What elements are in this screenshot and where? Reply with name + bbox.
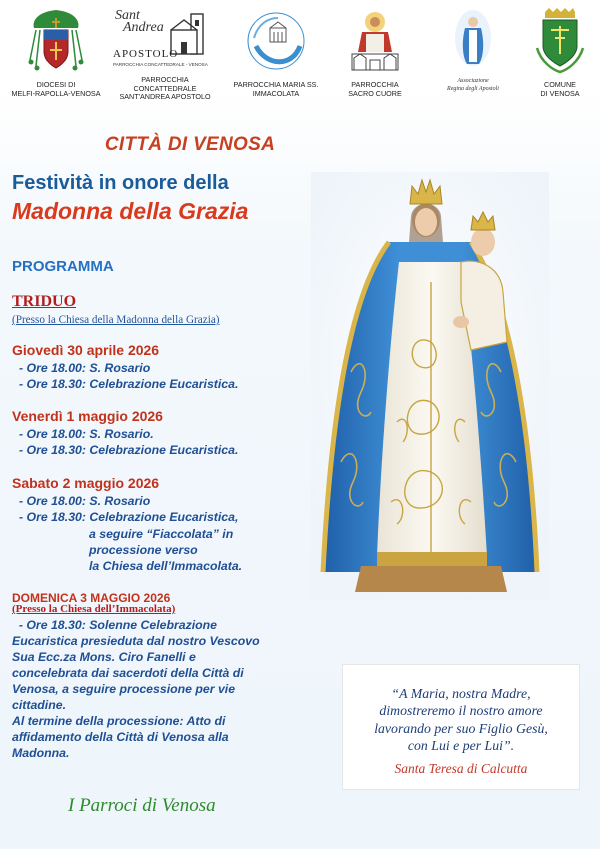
day-item: - Ore 18.30: Celebrazione Eucaristica, — [19, 510, 239, 524]
domenica-line: concelebrata dai sacerdoti della Città di — [12, 666, 244, 680]
domenica-line: Madonna. — [12, 746, 70, 760]
day-title: Venerdì 1 maggio 2026 — [12, 408, 163, 424]
logo-artwork-text: PARROCCHIA CONCATTEDRALE - VENOSA — [113, 62, 208, 67]
city-title: CITTÀ DI VENOSA — [104, 134, 276, 155]
domenica-line: Eucaristica presieduta dal nostro Vescovo — [12, 634, 260, 648]
header-logos — [0, 8, 600, 120]
logo-sacro-cuore — [330, 8, 420, 98]
day-item: - Ore 18.00: S. Rosario. — [19, 427, 154, 441]
logo-artwork-text: Andrea — [123, 20, 164, 35]
logo-caption-line: PARROCCHIA MARIA SS. — [233, 80, 319, 89]
logo-caption-line: DI VENOSA — [540, 88, 580, 98]
day-title: Giovedì 30 aprile 2026 — [12, 342, 160, 358]
domenica-title: DOMENICA 3 MAGGIO 2026 — [12, 591, 171, 605]
festivity-title-line2: Madonna della Grazia — [12, 198, 249, 224]
venosa-coat-of-arms-icon — [535, 8, 585, 74]
logo-associazione — [430, 8, 516, 93]
domenica-line: affidamento della Città di Venosa alla — [12, 730, 229, 744]
logo-artwork-text: Sant — [115, 8, 140, 23]
domenica-line: Venosa, a seguire processione per vie — [12, 682, 236, 696]
logo-sant-andrea — [110, 8, 220, 102]
triduo-heading: TRIDUO — [12, 293, 77, 310]
triduo-location: (Presso la Chiesa della Madonna della Grazia) — [12, 314, 220, 326]
logo-caption-line: CONCATTEDRALE — [133, 83, 197, 93]
day-title: Sabato 2 maggio 2026 — [12, 475, 160, 491]
madonna-association-icon — [451, 8, 495, 68]
logo-artwork-text: Associazione — [457, 78, 489, 84]
logo-caption-line: PARROCCHIA — [351, 80, 399, 89]
festivity-title-line1: Festività in onore della — [12, 172, 229, 194]
logo-comune — [524, 8, 596, 98]
day-item: - Ore 18.30: Celebrazione Eucaristica. — [19, 443, 239, 457]
day-item: - Ore 18.30: Celebrazione Eucaristica. — [19, 377, 239, 391]
signature-parroci: I Parroci di Venosa — [68, 795, 216, 816]
day-item-continuation: la Chiesa dell’Immacolata. — [89, 559, 243, 573]
domenica-location: (Presso la Chiesa dell’Immacolata) — [12, 603, 176, 615]
madonna-della-grazia-statue-icon — [311, 172, 549, 600]
logo-artwork-text: Regina degli Apostoli — [447, 86, 499, 92]
logo-caption-line: IMMACOLATA — [252, 88, 300, 98]
quote-line: con Lui e per Lui”. — [407, 738, 515, 754]
sacro-cuore-icon — [346, 8, 404, 74]
logo-caption-line: DIOCESI DI — [36, 80, 76, 89]
quote-line: lavorando per suo Figlio Gesù, — [374, 720, 548, 736]
day-item: - Ore 18.00: S. Rosario — [19, 361, 151, 375]
immacolata-parish-seal-icon — [244, 8, 308, 74]
domenica-line: - Ore 18.30: Solenne Celebrazione — [12, 618, 218, 632]
quote-box — [342, 664, 580, 790]
logo-immacolata — [226, 8, 326, 98]
domenica-line: cittadine. — [12, 698, 66, 712]
church-sant-andrea-icon — [113, 8, 217, 74]
day-item-continuation: processione verso — [89, 543, 198, 557]
logo-caption-line: PARROCCHIA — [141, 75, 189, 84]
day-item-continuation: a seguire “Fiaccolata” in — [89, 527, 234, 541]
quote-line: dimostreremo il nostro amore — [379, 703, 543, 719]
programma-heading: PROGRAMMA — [12, 258, 114, 275]
logo-diocesi — [6, 8, 106, 98]
day-item: - Ore 18.00: S. Rosario — [19, 494, 151, 508]
logo-caption-line: SANT'ANDREA APOSTOLO — [119, 92, 211, 102]
logo-caption-line: SACRO CUORE — [348, 88, 402, 98]
diocese-coat-of-arms-icon — [26, 8, 86, 74]
quote-author: Santa Teresa di Calcutta — [394, 760, 528, 776]
logo-caption-line: COMUNE — [544, 80, 576, 89]
domenica-line: Al termine della processione: Atto di — [12, 714, 226, 728]
logo-artwork-text: APOSTOLO — [113, 48, 179, 60]
domenica-line: Sua Ecc.za Mons. Ciro Fanelli e — [12, 650, 196, 664]
quote-line: “A Maria, nostra Madre, — [391, 686, 531, 701]
logo-caption-line: MELFI-RAPOLLA-VENOSA — [11, 88, 101, 98]
